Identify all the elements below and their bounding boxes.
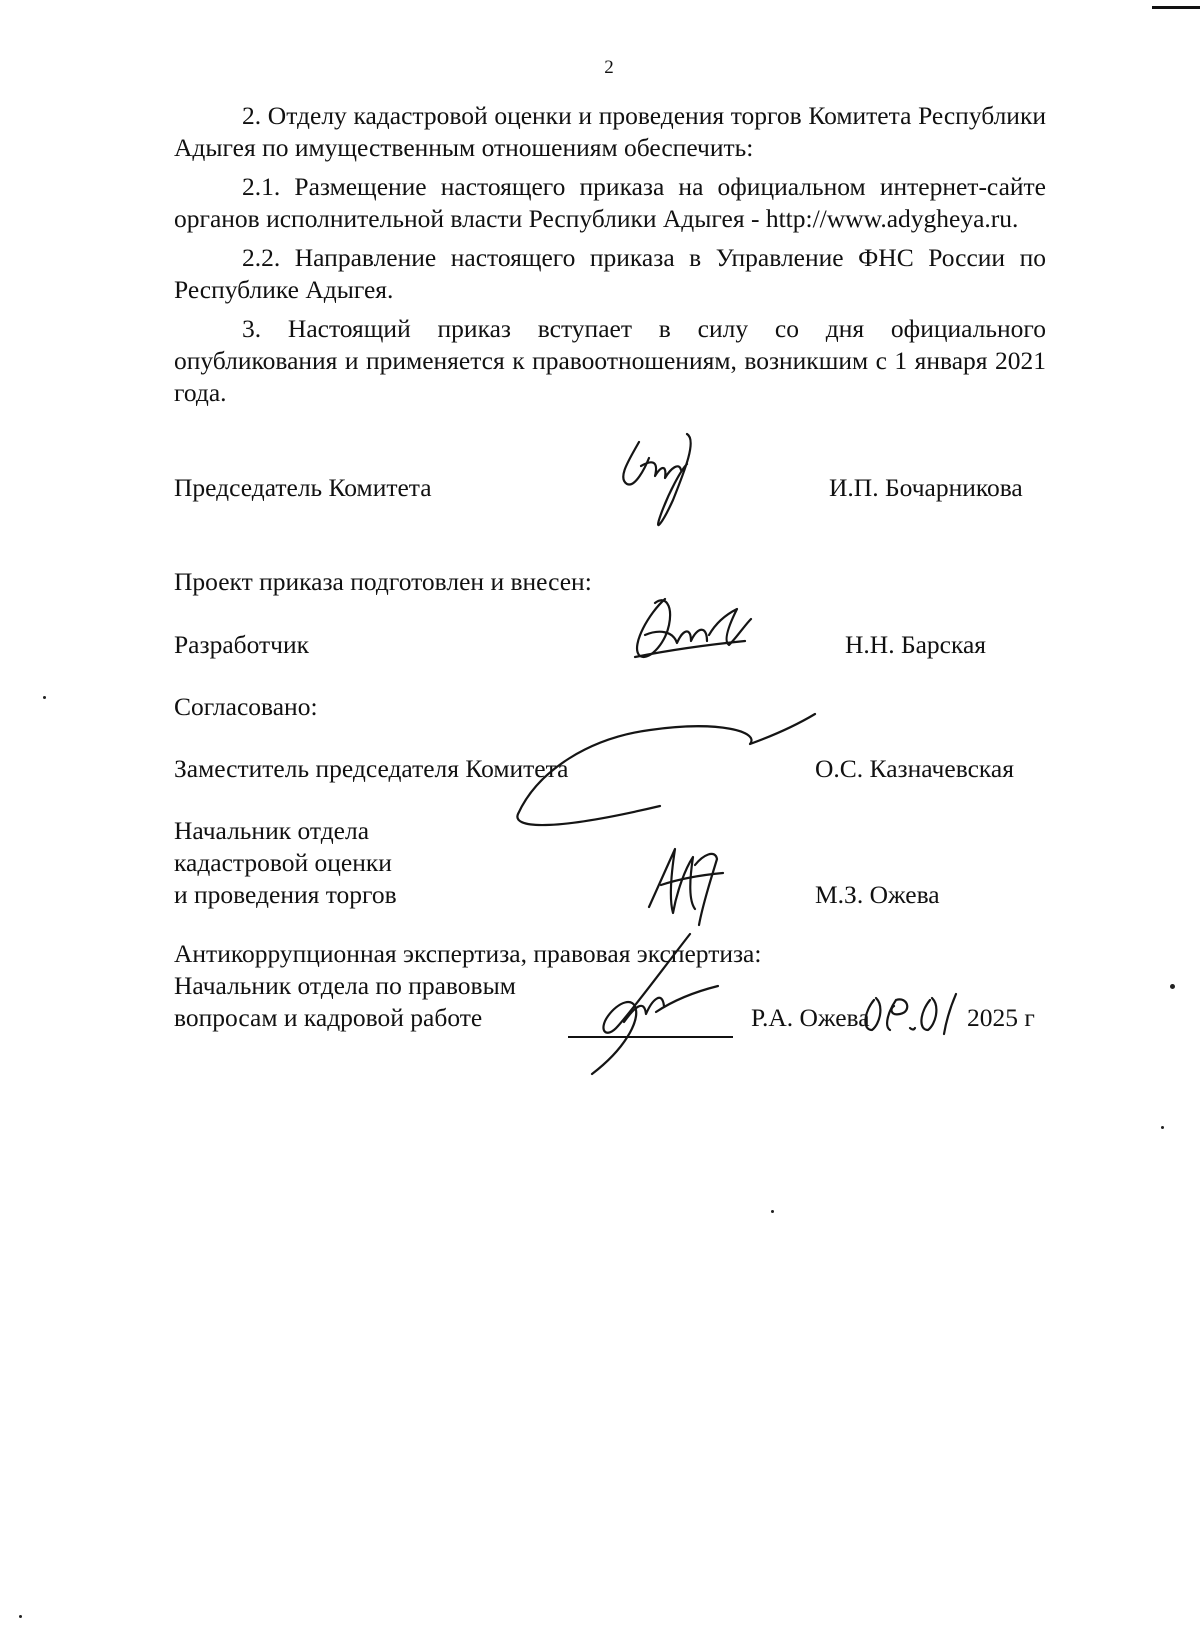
legal-head-name: Р.А. Ожева bbox=[751, 1003, 870, 1032]
chairman-title: Председатель Комитета bbox=[174, 473, 432, 502]
page-number: 2 bbox=[604, 57, 614, 78]
legal-head-title-line-1: Начальник отдела по правовым bbox=[174, 971, 516, 1000]
cadastre-head-title-line-2: кадастровой оценки bbox=[174, 848, 392, 877]
cadastre-head-signature bbox=[645, 835, 745, 935]
paragraph-3: 3. Настоящий приказ вступает в силу со дня официального опубликования и применяется к правоотношениям, возникшим с 1 января 2021 года. bbox=[174, 314, 1046, 407]
scan-speck bbox=[771, 1210, 774, 1213]
deputy-name: О.С. Казначевская bbox=[815, 754, 1014, 783]
scan-speck bbox=[19, 1615, 22, 1618]
paragraph-2-1: 2.1. Размещение настоящего приказа на официальном интернет-сайте органов исполнительной власти Республики Адыгея - http://www.adygheya.ru. bbox=[174, 172, 1046, 233]
legal-head-signature bbox=[578, 930, 728, 1080]
deputy-title: Заместитель председателя Комитета bbox=[174, 754, 569, 783]
cadastre-head-title-line-3: и проведения торгов bbox=[174, 880, 397, 909]
prepared-by-heading: Проект приказа подготовлен и внесен: bbox=[174, 567, 592, 596]
deputy-signature bbox=[510, 710, 830, 840]
chairman-name: И.П. Бочарникова bbox=[829, 473, 1023, 502]
legal-head-date-year: 2025 г bbox=[967, 1003, 1035, 1032]
scan-speck bbox=[1170, 984, 1175, 989]
scan-edge-mark bbox=[1152, 6, 1200, 9]
scan-speck bbox=[1161, 1126, 1164, 1129]
cadastre-head-name: М.З. Ожева bbox=[815, 880, 940, 909]
paragraph-2: 2. Отделу кадастровой оценки и проведения торгов Комитета Республики Адыгея по имущественным отношениям обеспечить: bbox=[174, 101, 1046, 162]
order-body bbox=[174, 100, 1046, 416]
developer-title: Разработчик bbox=[174, 630, 310, 659]
agreed-heading: Согласовано: bbox=[174, 692, 318, 721]
anticorruption-heading: Антикоррупционная экспертиза, правовая экспертиза: bbox=[174, 939, 762, 968]
handwritten-date bbox=[860, 990, 970, 1040]
developer-signature bbox=[625, 585, 765, 675]
paragraph-2-2: 2.2. Направление настоящего приказа в Управление ФНС России по Республике Адыгея. bbox=[174, 243, 1046, 304]
chairman-signature bbox=[615, 430, 725, 545]
legal-head-title-line-2: вопросам и кадровой работе bbox=[174, 1003, 483, 1032]
scan-speck bbox=[43, 696, 46, 699]
developer-name: Н.Н. Барская bbox=[845, 630, 987, 659]
cadastre-head-title-line-1: Начальник отдела bbox=[174, 816, 370, 845]
